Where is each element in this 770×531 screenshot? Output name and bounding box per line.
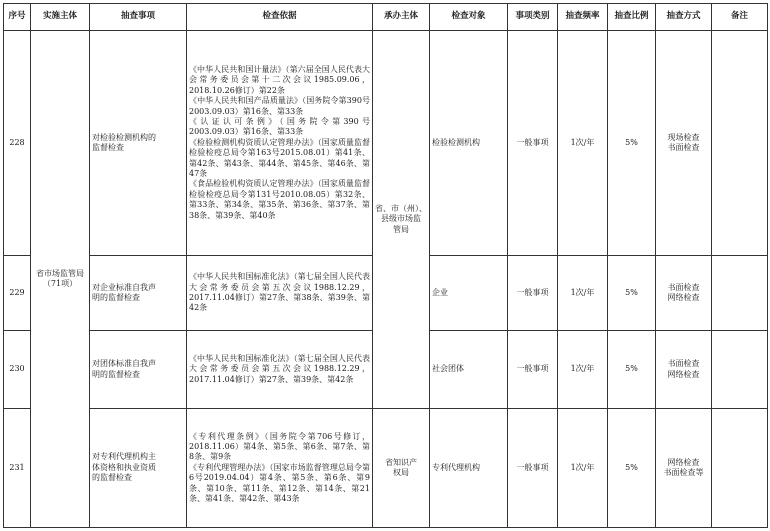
header-method: 抽查方式 xyxy=(656,4,712,31)
inspection-ratio: 5% xyxy=(608,331,656,409)
method-line: 书面检查 xyxy=(667,143,700,152)
inspection-target: 检验检测机构 xyxy=(430,31,508,256)
header-frequency: 抽查频率 xyxy=(558,4,608,31)
item-line: 对专利代理机构主 xyxy=(92,452,156,462)
header-target: 检查对象 xyxy=(430,4,508,31)
header-basis: 检查依据 xyxy=(187,4,373,31)
item-category: 一般事项 xyxy=(508,256,558,331)
header-no: 序号 xyxy=(4,4,31,31)
header-organizer: 承办主体 xyxy=(373,4,430,31)
organizer-line: 县级市场监 xyxy=(381,214,421,224)
implementer-name: 省市场监管局 xyxy=(36,268,84,278)
inspection-item xyxy=(90,256,187,331)
inspection-ratio: 5% xyxy=(608,256,656,331)
method-line: 现场检查 xyxy=(667,132,700,142)
header-item: 抽查事项 xyxy=(90,4,187,31)
organizer-line: 省、市（州）、 xyxy=(375,203,427,213)
inspection-frequency: 1次/年 xyxy=(558,31,608,256)
item-line: 明的监督检查 xyxy=(92,293,140,302)
header-row xyxy=(4,4,768,31)
item-line: 对企业标准自我声 xyxy=(92,282,156,292)
inspection-ratio: 5% xyxy=(608,409,656,528)
organizer-cell xyxy=(373,409,430,528)
organizer-cell xyxy=(373,31,430,409)
inspection-basis xyxy=(187,331,373,409)
inspection-method xyxy=(656,331,712,409)
basis-entry: 《中华人民共和国产品质量法》（国务院令第390号2003.09.03）第16条、第33条 xyxy=(189,96,370,116)
basis-entry: 《专利代理条例》（国务院令第706号修订，2018.11.06）第4条、第5条、第6条、第7条、第8条、第9条 xyxy=(189,431,370,462)
basis-entry: 《中华人民共和国标准化法》（第七届全国人民代表大会常务委员会第五次会议1988.12.29，2017.11.04修订）第27条、第38条、第39条、第42条 xyxy=(189,272,370,313)
basis-entry: 《食品检验机构资质认定管理办法》（国家质量监督检验检疫总局令第131号2010.08.05）第32条、第33条、第34条、第35条、第36条、第37条、第38条、第39条、第40条 xyxy=(189,179,370,220)
item-line: 的监督检查 xyxy=(92,473,132,483)
inspection-table xyxy=(3,3,768,528)
item-category: 一般事项 xyxy=(508,31,558,256)
header-category: 事项类别 xyxy=(508,4,558,31)
inspection-method xyxy=(656,31,712,256)
method-line: 书面检查 xyxy=(667,282,700,292)
basis-entry: 《中华人民共和国标准化法》（第七届全国人民代表大会常务委员会第五次会议1988.12.29，2017.11.04修订）第27条、第39条、第42条 xyxy=(189,353,370,384)
inspection-target: 企业 xyxy=(430,256,508,331)
inspection-method xyxy=(656,409,712,528)
item-line: 体资格和执业资质 xyxy=(92,462,156,472)
basis-entry: 《中华人民共和国计量法》（第六届全国人民代表大会常务委员会第十二次会议1985.09.06，2018.10.26修订）第22条 xyxy=(189,65,370,95)
implementer-count: （71项） xyxy=(42,279,78,288)
method-line: 网络检查 xyxy=(667,457,700,467)
organizer-line: 管局 xyxy=(393,224,409,234)
inspection-basis xyxy=(187,31,373,256)
basis-entry: 《检验检测机构资质认定管理办法》（国家质量监督检验检疫总局令第163号2015.08.01）第41条、第42条、第43条、第44条、第45条、第46条、第47条 xyxy=(189,137,370,178)
header-implementer: 实施主体 xyxy=(31,4,90,31)
inspection-ratio: 5% xyxy=(608,31,656,256)
note-cell xyxy=(712,256,768,331)
method-line: 书面检查等 xyxy=(663,468,704,477)
table-row xyxy=(4,31,768,256)
note-cell xyxy=(712,409,768,528)
note-cell xyxy=(712,331,768,409)
row-number: 228 xyxy=(4,31,31,256)
inspection-target: 社会团体 xyxy=(430,331,508,409)
item-line: 对团体标准自我声 xyxy=(92,359,156,369)
note-cell xyxy=(712,31,768,256)
header-note: 备注 xyxy=(712,4,768,31)
basis-entry: 《专利代理管理办法》（国家市场监督管理总局令第6号2019.04.04）第4条、第5条、第6条、第9条、第10条、第11条、第12条、第14条、第21条、第41条、第42条、第43条 xyxy=(189,462,370,503)
basis-entry: 《认证认可条例》（国务院令第390号2003.09.03）第16条、第33条 xyxy=(189,117,370,137)
inspection-basis xyxy=(187,409,373,528)
table-row xyxy=(4,409,768,528)
method-line: 书面检查 xyxy=(667,359,700,369)
item-line: 明的监督检查 xyxy=(92,369,140,379)
row-number: 231 xyxy=(4,409,31,528)
header-ratio: 抽查比例 xyxy=(608,4,656,31)
row-number: 229 xyxy=(4,256,31,331)
inspection-method xyxy=(656,256,712,331)
inspection-frequency: 1次/年 xyxy=(558,331,608,409)
method-line: 网络检查 xyxy=(667,293,700,302)
inspection-basis xyxy=(187,256,373,331)
organizer-line: 省知识产 xyxy=(385,457,417,467)
organizer-line: 权局 xyxy=(393,468,409,477)
item-line: 监督检查 xyxy=(92,143,124,152)
item-category: 一般事项 xyxy=(508,331,558,409)
inspection-frequency: 1次/年 xyxy=(558,256,608,331)
item-line: 对检验检测机构的 xyxy=(92,132,156,142)
item-category: 一般事项 xyxy=(508,409,558,528)
inspection-item xyxy=(90,331,187,409)
method-line: 网络检查 xyxy=(667,369,700,379)
implementer-cell xyxy=(31,31,90,528)
inspection-frequency: 1次/年 xyxy=(558,409,608,528)
inspection-item xyxy=(90,409,187,528)
inspection-item xyxy=(90,31,187,256)
row-number: 230 xyxy=(4,331,31,409)
inspection-target: 专利代理机构 xyxy=(430,409,508,528)
